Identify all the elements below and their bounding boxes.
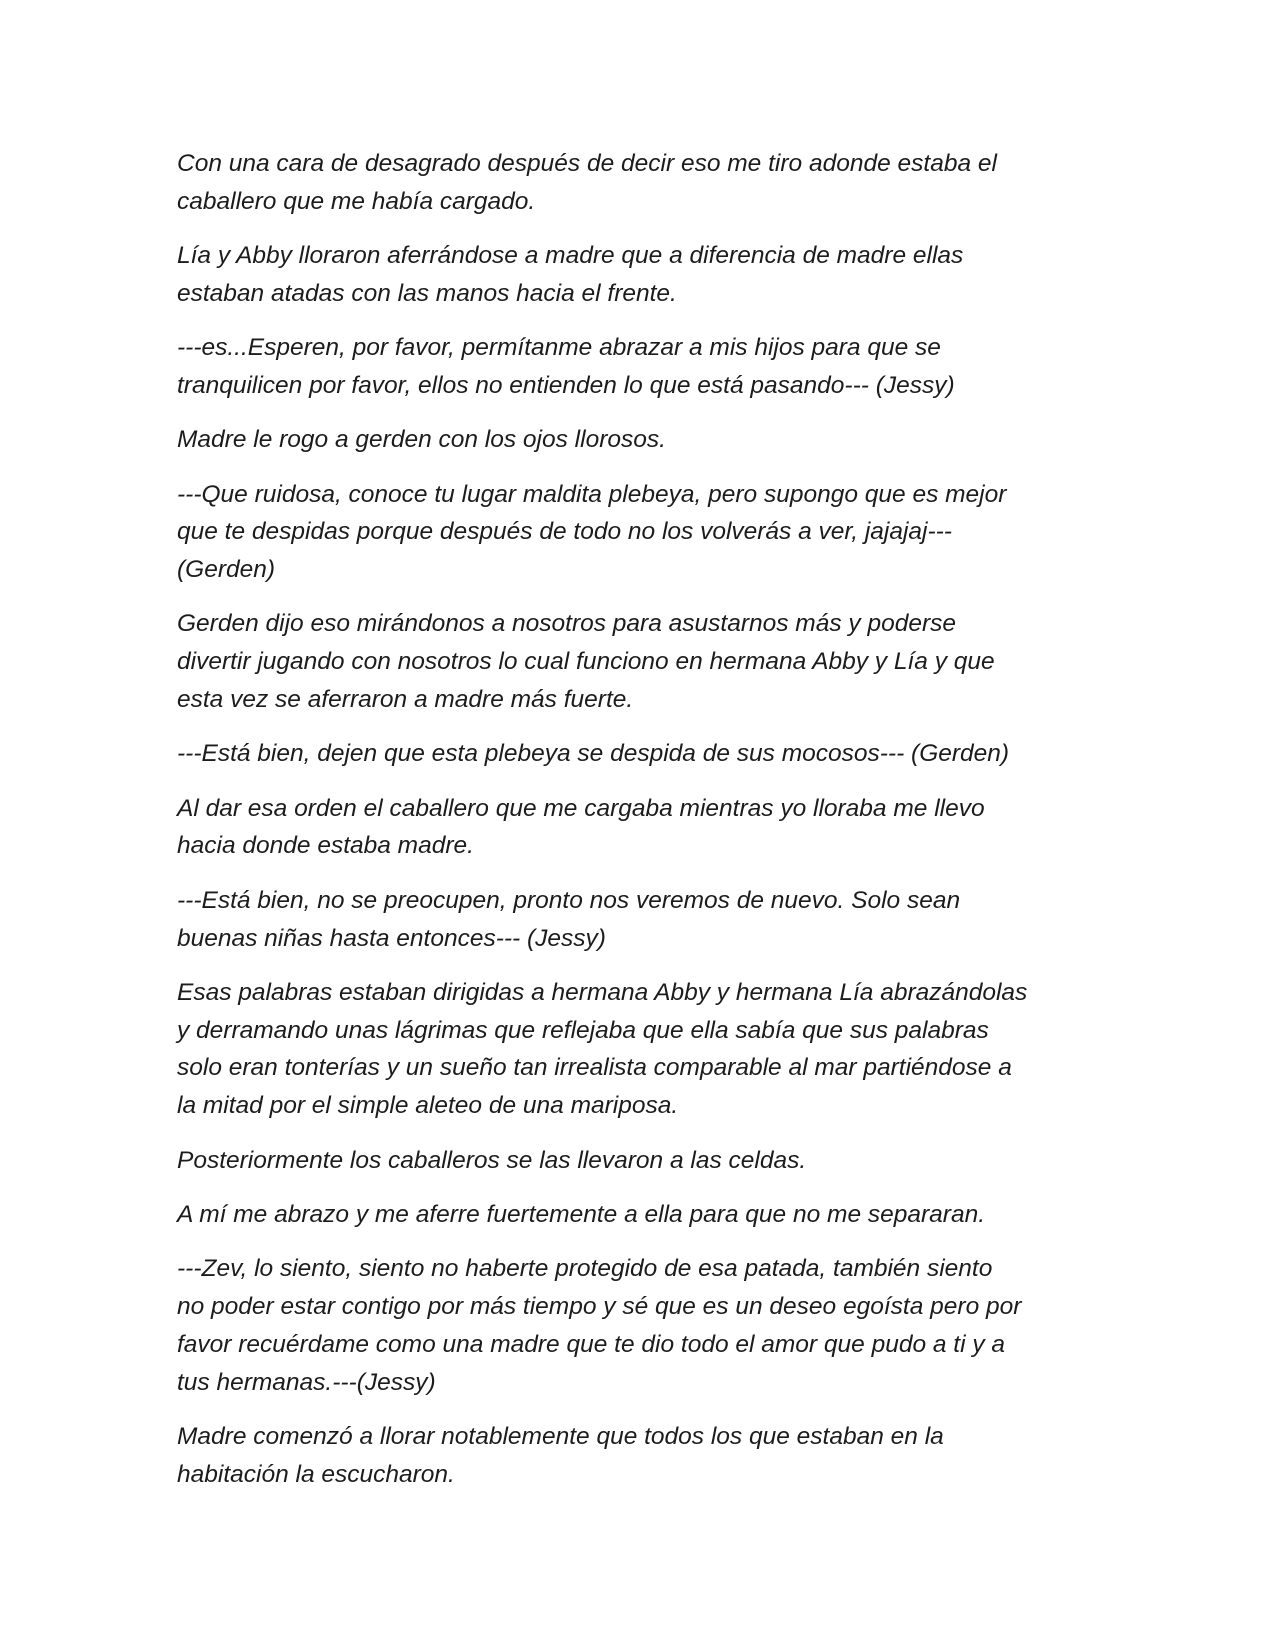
- paragraph-14: Madre comenzó a llorar notablemente que todos los que estaban en la habitación la escucharon.: [177, 1422, 944, 1488]
- paragraph-6: Gerden dijo eso mirándonos a nosotros para asustarnos más y poderse divertir jugando con nosotros lo cual funciono en hermana Abby y Lía y que esta vez se aferraron a madre más fuerte.: [177, 610, 995, 714]
- paragraph-10: Esas palabras estaban dirigidas a hermana Abby y hermana Lía abrazándolas y derramando unas lágrimas que reflejaba que ella sabía que sus palabras solo eran tonterías y un sueño tan irrealista comparable al mar partiéndose a la mitad por el simple aleteo de una mariposa.: [177, 978, 1028, 1120]
- paragraph-9: ---Está bien, no se preocupen, pronto nos veremos de nuevo. Solo sean buenas niñas hasta entonces--- (Jessy): [177, 886, 961, 952]
- paragraph-8: Al dar esa orden el caballero que me cargaba mientras yo lloraba me llevo hacia donde estaba madre.: [177, 794, 985, 860]
- paragraph-5: ---Que ruidosa, conoce tu lugar maldita plebeya, pero supongo que es mejor que te despidas porque después de todo no los volverás a ver, jajajaj--- (Gerden): [177, 480, 1007, 584]
- paragraph-13: ---Zev, lo siento, siento no haberte protegido de esa patada, también siento no poder estar contigo por más tiempo y sé que es un deseo egoísta pero por favor recuérdame como una madre que te dio todo el amor que pudo a ti y a tus hermanas.---(Jessy): [177, 1255, 1022, 1396]
- paragraph-2: Lía y Abby lloraron aferrándose a madre que a diferencia de madre ellas estaban atadas con las manos hacia el frente.: [177, 242, 964, 307]
- paragraph-7: ---Está bien, dejen que esta plebeya se despida de sus mocosos--- (Gerden): [177, 740, 1010, 768]
- paragraph-4: Madre le rogo a gerden con los ojos llorosos.: [177, 426, 666, 454]
- paragraph-3: ---es...Esperen, por favor, permítanme abrazar a mis hijos para que se tranquilicen por favor, ellos no entienden lo que está pasando--- (Jessy): [177, 334, 955, 399]
- paragraph-12: A mí me abrazo y me aferre fuertemente a ella para que no me separaran.: [177, 1200, 986, 1228]
- paragraph-1: Con una cara de desagrado después de decir eso me tiro adonde estaba el caballero que me había cargado.: [177, 150, 997, 215]
- document-body: [177, 145, 1107, 1510]
- paragraph-11: Posteriormente los caballeros se las llevaron a las celdas.: [177, 1146, 807, 1174]
